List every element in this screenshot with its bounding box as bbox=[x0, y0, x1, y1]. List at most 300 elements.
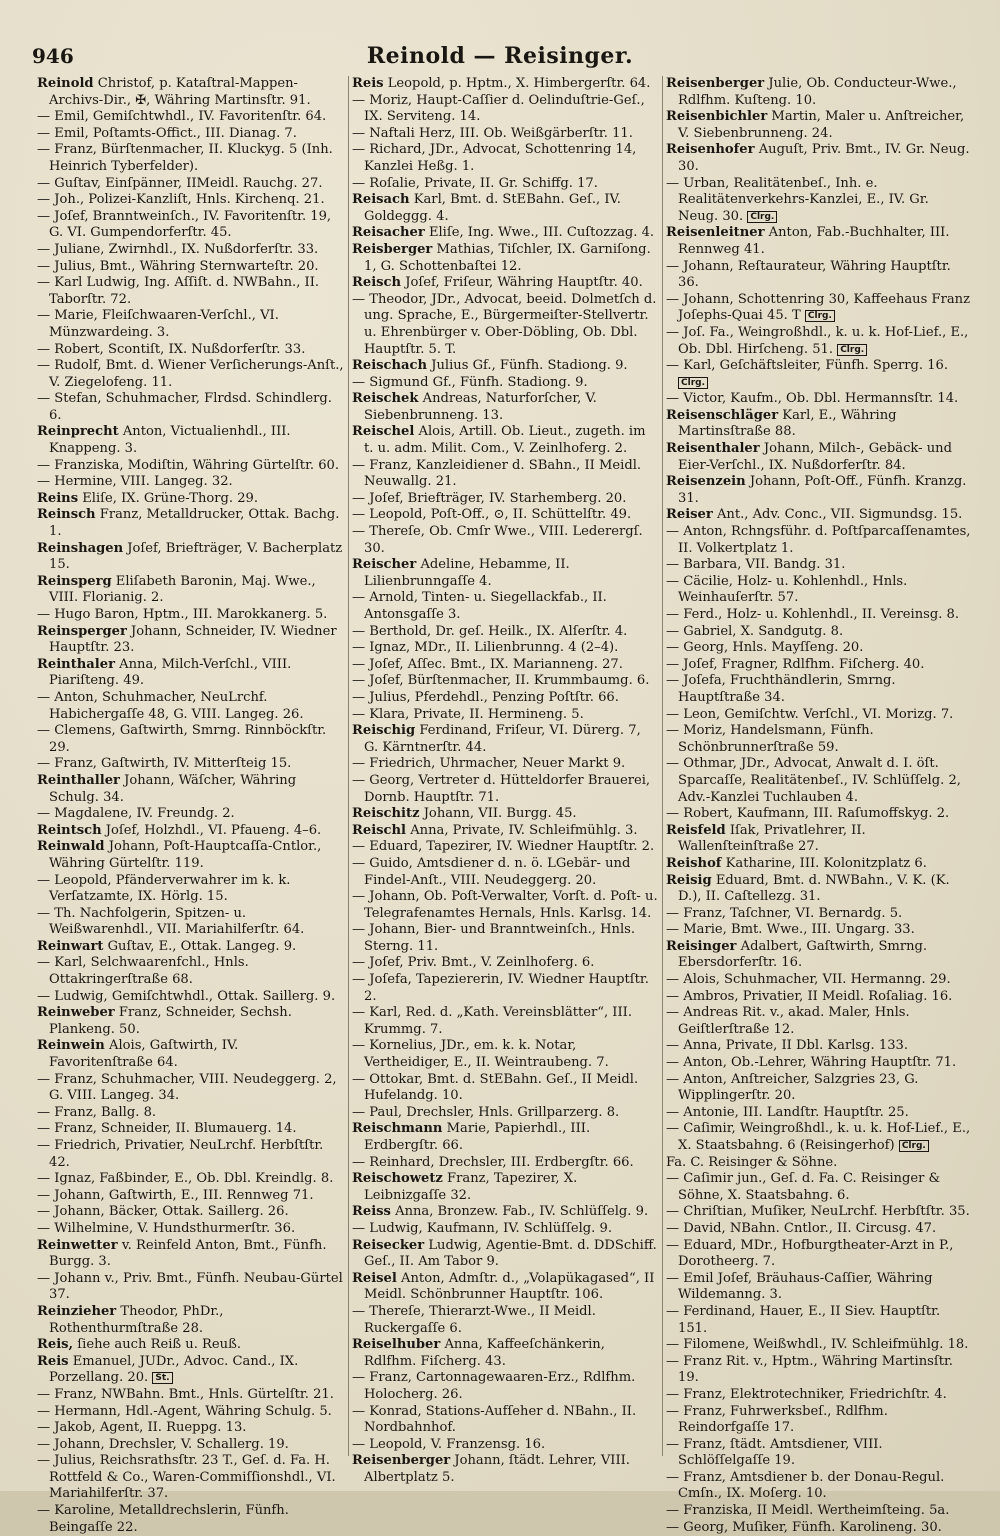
entry-text: — Johann, Ob. Poſt-Verwalter, Vorſt. d. Poſt- u. Telegrafenamtes Hernals, Hnls. Karlsg. 14. bbox=[352, 889, 658, 921]
entry-headword: Reinwart bbox=[37, 938, 104, 954]
directory-entry bbox=[666, 640, 973, 657]
directory-entry bbox=[352, 1404, 659, 1437]
entry-text: — Franz, Kanzleidiener d. SBahn., II Meidl. Neuwallg. 21. bbox=[352, 457, 642, 490]
running-head: Reinold — Reisinger. bbox=[366, 43, 634, 69]
directory-entry bbox=[666, 292, 973, 325]
entry-text: — Reinhard, Drechsler, III. Erdbergſtr. 66. bbox=[352, 1154, 634, 1170]
entry-text: — Emil, Poſtamts-Offict., III. Dianag. 7. bbox=[37, 125, 297, 141]
directory-entry bbox=[37, 823, 345, 840]
directory-entry bbox=[666, 707, 973, 724]
entry-text: Martin, Maler u. Anſtreicher, V. Siebenbrunneng. 24. bbox=[678, 109, 965, 141]
directory-entry bbox=[37, 1221, 345, 1238]
directory-entry bbox=[666, 756, 973, 806]
directory-entry bbox=[666, 1503, 973, 1520]
directory-entry bbox=[37, 690, 345, 723]
entry-text: — Victor, Kaufm., Ob. Dbl. Hermannsſtr. 14. bbox=[666, 391, 959, 407]
directory-entry bbox=[37, 939, 345, 956]
directory-entry bbox=[37, 1204, 345, 1221]
directory-entry bbox=[37, 657, 345, 690]
entry-headword: Reisfeld bbox=[666, 822, 726, 838]
directory-entry bbox=[666, 358, 973, 391]
entry-text: — Rudolf, Bmt. d. Wiener Verſicherungs-Anſt., V. Ziegelofeng. 11. bbox=[37, 358, 344, 390]
directory-entry bbox=[352, 640, 659, 657]
directory-entry bbox=[352, 1370, 659, 1403]
entry-text: — Sigmund Gf., Fünfh. Stadiong. 9. bbox=[352, 374, 588, 390]
directory-entry bbox=[666, 225, 973, 258]
directory-entry bbox=[352, 1337, 659, 1370]
directory-entry bbox=[352, 1453, 659, 1486]
entry-headword: Reinprecht bbox=[37, 424, 119, 440]
directory-entry bbox=[666, 176, 973, 226]
entry-headword: Reins bbox=[37, 490, 79, 506]
directory-entry bbox=[37, 1404, 345, 1421]
entry-text: — Hermine, VIII. Langeg. 32. bbox=[37, 474, 233, 490]
directory-entry bbox=[352, 507, 659, 524]
directory-entry bbox=[37, 474, 345, 491]
entry-headword: Reisenberger bbox=[666, 76, 765, 91]
entry-text: — Karl, Geſchäftsleiter, Fünfh. Sperrg. 16. bbox=[666, 358, 949, 374]
entry-headword: Reischl bbox=[352, 822, 407, 838]
entry-text: Eliſe, Ing. Wwe., III. Cuſtozzag. 4. bbox=[428, 225, 655, 241]
directory-entry bbox=[37, 1354, 345, 1387]
directory-entry bbox=[37, 873, 345, 906]
entry-headword: Reischmann bbox=[352, 1121, 443, 1137]
directory-entry bbox=[666, 972, 973, 989]
entry-text: Karl, E., Währing Martinsſtraße 88. bbox=[678, 407, 897, 440]
directory-entry bbox=[352, 176, 659, 193]
directory-entry bbox=[666, 441, 973, 474]
entry-text: — Jakob, Agent, II. Rueppg. 13. bbox=[37, 1420, 247, 1436]
entry-text: Anton, Admſtr. d., „Volapükagased“, II Meidl. Schönbrunner Hauptſtr. 106. bbox=[364, 1270, 655, 1303]
directory-entry bbox=[352, 673, 659, 690]
entry-headword: Reishof bbox=[666, 855, 722, 871]
entry-headword: Reisecker bbox=[352, 1237, 425, 1253]
directory-entry bbox=[37, 541, 345, 574]
directory-entry bbox=[37, 839, 345, 872]
entry-text: — Guſtav, Einſpänner, IIMeidl. Rauchg. 27. bbox=[37, 175, 323, 191]
directory-entry bbox=[666, 1470, 973, 1503]
directory-entry bbox=[666, 939, 973, 972]
directory-entry bbox=[37, 275, 345, 308]
directory-entry bbox=[352, 225, 659, 242]
directory-entry bbox=[666, 474, 973, 507]
entry-text: — Franziska, Modiſtin, Währing Gürtelſtr. 60. bbox=[37, 457, 340, 473]
entry-headword: Reiselhuber bbox=[352, 1337, 441, 1353]
directory-entry bbox=[666, 624, 973, 641]
entry-text: — Ottokar, Bmt. d. StEBahn. Geſ., II Meidl. Hufelandg. 10. bbox=[352, 1071, 639, 1104]
entry-text: — Julius, Pferdehdl., Penzing Poſtſtr. 66. bbox=[352, 689, 619, 705]
directory-entry bbox=[666, 1038, 973, 1055]
entry-text: — Juliane, Zwirnhdl., IX. Nußdorferſtr. 33. bbox=[37, 241, 319, 257]
entry-text: — Naftali Herz, III. Ob. Weißgärberſtr. 11. bbox=[352, 125, 633, 141]
directory-entry bbox=[352, 391, 659, 424]
directory-entry bbox=[352, 375, 659, 392]
entry-headword: Reischig bbox=[352, 723, 416, 739]
directory-entry bbox=[37, 1138, 345, 1171]
directory-entry bbox=[37, 142, 345, 175]
directory-entry bbox=[352, 856, 659, 889]
directory-entry bbox=[666, 1221, 973, 1238]
entry-text: Alois, Gaſtwirth, IV. Favoritenſtraße 64. bbox=[49, 1038, 239, 1071]
entry-text: — Magdalene, IV. Freundg. 2. bbox=[37, 806, 235, 822]
directory-entry bbox=[666, 557, 973, 574]
directory-entry bbox=[666, 1155, 973, 1172]
entry-text: — Franz, Gaſtwirth, IV. Mitterſteig 15. bbox=[37, 756, 292, 772]
directory-entry bbox=[352, 590, 659, 623]
entry-text: — Johann, Reſtaurateur, Währing Hauptſtr. 36. bbox=[666, 258, 951, 291]
entry-text: — Eduard, Tapezirer, IV. Wiedner Hauptſtr. 2. bbox=[352, 839, 655, 855]
entry-text: Andreas, Naturforſcher, V. Siebenbrunneng. 13. bbox=[364, 391, 597, 423]
entry-headword: Reinsperg bbox=[37, 573, 112, 589]
directory-entry bbox=[37, 574, 345, 607]
directory-entry bbox=[666, 1271, 973, 1304]
entry-text: — Anna, Private, II Dbl. Karlsg. 133. bbox=[666, 1038, 909, 1054]
entry-text: Anna, Milch-Verſchl., VIII. Piariſteng. 49. bbox=[49, 656, 292, 689]
entry-text: — Karoline, Metalldrechslerin, Fünfh. Beingaſſe 22. bbox=[37, 1503, 289, 1535]
entry-text: — Johann, Gaſtwirth, E., III. Rennweg 71. bbox=[37, 1187, 314, 1203]
directory-entry bbox=[37, 1238, 345, 1271]
directory-entry bbox=[37, 209, 345, 242]
entry-text: ſiehe auch Reiß u. Reuß. bbox=[77, 1337, 242, 1353]
directory-entry bbox=[37, 1387, 345, 1404]
directory-entry bbox=[666, 1387, 973, 1404]
entry-text: — Filomene, Weißwhdl., IV. Schleifmühlg. 18. bbox=[666, 1337, 969, 1353]
entry-headword: Reiser bbox=[666, 507, 713, 523]
directory-entry bbox=[37, 607, 345, 624]
entry-text: — Ludwig, Gemiſchtwhdl., Ottak. Saillerg. 9. bbox=[37, 988, 336, 1004]
directory-entry bbox=[37, 358, 345, 391]
entry-headword: Reischek bbox=[352, 391, 419, 407]
directory-entry bbox=[352, 1304, 659, 1337]
entry-text: Julie, Ob. Conducteur-Wwe., Rdlfhm. Kuſteng. 10. bbox=[678, 76, 957, 108]
entry-text: — Franz, Elektrotechniker, Friedrichſtr. 4. bbox=[666, 1386, 947, 1402]
entry-text: — Caſimir, Weingroßhdl., k. u. k. Hof-Lief., E., X. Staatsbahng. 6 (Reisingerhof) bbox=[666, 1121, 971, 1153]
directory-entry bbox=[666, 1304, 973, 1337]
entry-text: Eliſabeth Baronin, Maj. Wwe., VIII. Florianig. 2. bbox=[49, 573, 316, 606]
entry-text: — Joſef, Priv. Bmt., V. Zeinlhoferg. 6. bbox=[352, 955, 595, 971]
entry-headword: Reinzieher bbox=[37, 1303, 117, 1319]
entry-headword: Reischowetz bbox=[352, 1171, 443, 1187]
directory-entry bbox=[37, 1437, 345, 1454]
entry-headword: Reis bbox=[352, 76, 384, 91]
entry-headword: Reinsch bbox=[37, 507, 96, 523]
entry-text: Eduard, Bmt. d. NWBahn., V. K. (K. D.), II. Caſtellezg. 31. bbox=[678, 872, 950, 905]
directory-entry bbox=[352, 707, 659, 724]
entry-text: — Karl, Selchwaarenfchl., Hnls. Ottakringerſtraße 68. bbox=[37, 955, 249, 988]
directory-entry bbox=[37, 507, 345, 540]
column-left bbox=[34, 76, 348, 1535]
entry-text: — Clemens, Gaſtwirth, Smrng. Rinnböckſtr. 29. bbox=[37, 723, 327, 755]
directory-entry bbox=[37, 756, 345, 773]
entry-text: — Franz, Taſchner, VI. Bernardg. 5. bbox=[666, 905, 903, 921]
entry-headword: Reischer bbox=[352, 557, 417, 573]
entry-text: Eliſe, IX. Grüne-Thorg. 29. bbox=[82, 490, 259, 506]
entry-text: — Robert, Kaufmann, III. Raſumoffskyg. 2. bbox=[666, 806, 950, 822]
entry-text: — Franz, Schneider, II. Blumauerg. 14. bbox=[37, 1121, 297, 1137]
entry-headword: Reisberger bbox=[352, 241, 433, 257]
directory-entry bbox=[352, 1105, 659, 1122]
entry-headword: Reisenbichler bbox=[666, 109, 768, 125]
entry-text: Marie, Papierhdl., III. Erdbergſtr. 66. bbox=[364, 1121, 591, 1153]
entry-badge: Clrg. bbox=[805, 310, 835, 322]
directory-entry bbox=[352, 1271, 659, 1304]
directory-entry bbox=[352, 192, 659, 225]
entry-text: — Anton, Schuhmacher, NeuLrchf. Habichergaſſe 48, G. VIII. Langeg. 26. bbox=[37, 689, 304, 722]
entry-text: Emanuel, JUDr., Advoc. Cand., IX. Porzellang. 20. bbox=[49, 1353, 299, 1386]
entry-text: — Konrad, Stations-Aufſeher d. NBahn., II. Nordbahnhof. bbox=[352, 1403, 637, 1436]
entry-text: — Joſef, Bürſtenmacher, II. Krummbaumg. 6. bbox=[352, 673, 650, 689]
entry-headword: Reinold bbox=[37, 76, 94, 91]
directory-entry bbox=[37, 806, 345, 823]
directory-entry bbox=[352, 1005, 659, 1038]
directory-entry bbox=[352, 275, 659, 292]
entry-text: Ferdinand, Friſeur, VI. Dürerg. 7, G. Kärntnerſtr. 44. bbox=[364, 723, 641, 755]
directory-entry bbox=[37, 342, 345, 359]
directory-entry bbox=[37, 76, 345, 109]
directory-entry bbox=[666, 873, 973, 906]
directory-entry bbox=[666, 259, 973, 292]
directory-entry bbox=[37, 1038, 345, 1071]
directory-entry bbox=[37, 1005, 345, 1038]
directory-entry bbox=[352, 839, 659, 856]
directory-entry bbox=[352, 1171, 659, 1204]
entry-text: — Johann, Bier- und Branntweinſch., Hnls. Sterng. 11. bbox=[352, 922, 636, 954]
entry-text: Anton, Fab.-Buchhalter, III. Rennweg 41. bbox=[678, 225, 950, 257]
directory-entry bbox=[666, 823, 973, 856]
entry-text: Adeline, Hebamme, II. Lilienbrunngaſſe 4. bbox=[364, 557, 570, 589]
directory-entry bbox=[352, 723, 659, 756]
entry-text: — Johann, Bäcker, Ottak. Saillerg. 26. bbox=[37, 1204, 289, 1220]
directory-entry bbox=[37, 989, 345, 1006]
entry-text: — Johann, Schottenring 30, Kaffeehaus Franz Joſephs-Quai 45. T bbox=[666, 291, 970, 324]
entry-text: Anton, Victualienhdl., III. Knappeng. 3. bbox=[49, 424, 291, 457]
entry-text: Auguſt, Priv. Bmt., IV. Gr. Neug. 30. bbox=[678, 142, 970, 174]
entry-text: — Joſefa, Tapeziererin, IV. Wiedner Hauptſtr. 2. bbox=[352, 972, 649, 1004]
directory-entry bbox=[37, 176, 345, 193]
entry-headword: Reisach bbox=[352, 192, 410, 208]
entry-text: — Eduard, MDr., Hofburgtheater-Arzt in P., Dorotheerg. 7. bbox=[666, 1237, 954, 1270]
directory-entry bbox=[352, 972, 659, 1005]
entry-text: — Leopold, Poſt-Off., ⊙, II. Schüttelſtr. 49. bbox=[352, 507, 632, 523]
entry-headword: Reisenschläger bbox=[666, 407, 779, 423]
directory-entry bbox=[37, 391, 345, 424]
entry-text: — Emil, Gemiſchtwhdl., IV. Favoritenſtr. 64. bbox=[37, 109, 327, 125]
entry-text: Anna, Bronzew. Fab., IV. Schlüſſelg. 9. bbox=[395, 1204, 649, 1220]
entry-text: — Urban, Realitätenbeſ., Inh. e. Realitätenverkehrs-Kanzlei, E., IV. Gr. Neug. 30. bbox=[666, 175, 929, 224]
entry-text: — Georg, Vertreter d. Hütteldorfer Brauerei, Dornb. Hauptſtr. 71. bbox=[352, 772, 651, 805]
directory-entry bbox=[666, 1055, 973, 1072]
entry-text: Leopold, p. Hptm., X. Himbergerſtr. 64. bbox=[387, 76, 651, 91]
entry-headword: Reinwald bbox=[37, 839, 105, 855]
entry-headword: Reisel bbox=[352, 1270, 397, 1286]
directory-entry bbox=[352, 1437, 659, 1454]
entry-text: — Moriz, Handelsmann, Fünfh. Schönbrunnerſtraße 59. bbox=[666, 723, 874, 755]
entry-text: Adalbert, Gaſtwirth, Smrng. Ebersdorferſtr. 16. bbox=[678, 938, 928, 971]
entry-text: Joſef, Holzhdl., VI. Pfaueng. 4–6. bbox=[105, 822, 322, 838]
directory-entry bbox=[352, 955, 659, 972]
directory-entry bbox=[352, 690, 659, 707]
entry-text: — Franz, Fuhrwerksbeſ., Rdlfhm. Reindorfgaſſe 17. bbox=[666, 1403, 888, 1436]
directory-entry bbox=[666, 1072, 973, 1105]
directory-entry bbox=[666, 1354, 973, 1387]
entry-headword: Reinthaller bbox=[37, 772, 120, 788]
entry-text: — Othmar, JDr., Advocat, Anwalt d. I. öſt. Sparcaſſe, Realitätenbeſ., IV. Schlüſſelg. 2, Adv.-Kanzlei Tuchlauben 4. bbox=[666, 756, 961, 805]
directory-entry bbox=[352, 889, 659, 922]
directory-entry bbox=[352, 756, 659, 773]
directory-entry bbox=[666, 1404, 973, 1437]
directory-entry bbox=[666, 1171, 973, 1204]
directory-entry bbox=[352, 1204, 659, 1221]
entry-text: — Moriz, Haupt-Caſſier d. Oelinduſtrie-Geſ., IX. Serviteng. 14. bbox=[352, 92, 645, 125]
entry-text: Karl, Bmt. d. StEBahn. Geſ., IV. Goldeggg. 4. bbox=[364, 192, 621, 224]
directory-entry bbox=[37, 1105, 345, 1122]
entry-text: Guſtav, E., Ottak. Langeg. 9. bbox=[107, 938, 297, 954]
entry-headword: Reinwetter bbox=[37, 1237, 118, 1253]
entry-text: — Antonie, III. Landſtr. Hauptſtr. 25. bbox=[666, 1104, 909, 1120]
directory-entry bbox=[37, 242, 345, 259]
entry-text: — Ferd., Holz- u. Kohlenhdl., II. Vereinsg. 8. bbox=[666, 607, 960, 622]
entry-text: — Joh., Polizei-Kanzliſt, Hnls. Kirchenq. 21. bbox=[37, 192, 325, 208]
directory-entry bbox=[352, 491, 659, 508]
entry-text: — Barbara, VII. Bandg. 31. bbox=[666, 557, 846, 573]
entry-text: Franz, Tapezirer, X. Leibnizgaſſe 32. bbox=[364, 1171, 578, 1203]
entry-text: — Julius, Reichsrathsſtr. 23 T., Geſ. d. Fa. H. Rottfeld & Co., Waren-Commiſſionshdl., VI. Mariahilferſtr. 37. bbox=[37, 1453, 336, 1502]
entry-headword: Reinwein bbox=[37, 1038, 105, 1054]
directory-entry bbox=[666, 989, 973, 1006]
entry-text: — Leopold, Pfänderverwahrer im k. k. Verſatzamte, IX. Hörlg. 15. bbox=[37, 872, 291, 905]
entry-headword: Reisch bbox=[352, 275, 402, 291]
entry-text: — Franziska, II Meidl. Wertheimſteing. 5a. bbox=[666, 1503, 950, 1519]
directory-entry bbox=[352, 126, 659, 143]
entry-text: — Roſalie, Private, II. Gr. Schiffg. 17. bbox=[352, 175, 598, 191]
directory-entry bbox=[37, 308, 345, 341]
directory-entry bbox=[666, 1520, 973, 1536]
entry-text: — Franz, Ballg. 8. bbox=[37, 1104, 157, 1120]
entry-text: — Ambros, Privatier, II Meidl. Roſaliag. 16. bbox=[666, 988, 953, 1004]
entry-headword: Reisacher bbox=[352, 225, 425, 241]
entry-text: Johann, Poſt-Hauptcaſſa-Cntlor., Währing Gürtelſtr. 119. bbox=[49, 839, 322, 871]
directory-entry bbox=[352, 557, 659, 590]
entry-text: Anna, Kaffeeſchänkerin, Rdlfhm. Fiſcherg. 43. bbox=[364, 1337, 605, 1369]
directory-entry bbox=[37, 491, 345, 508]
directory-entry bbox=[352, 1072, 659, 1105]
directory-entry bbox=[666, 856, 973, 873]
entry-text: — Joſef, Aſſec. Bmt., IX. Marianneng. 27. bbox=[352, 656, 623, 672]
entry-text: — Ignaz, Faßbinder, E., Ob. Dbl. Kreindlg. 8. bbox=[37, 1171, 334, 1187]
directory-entry bbox=[37, 773, 345, 806]
entry-text: — Karl Ludwig, Ing. Aſſiſt. d. NWBahn., II. Taborſtr. 72. bbox=[37, 275, 320, 307]
directory-entry bbox=[666, 607, 973, 624]
directory-entry bbox=[37, 624, 345, 657]
directory-entry bbox=[666, 922, 973, 939]
entry-text: — Theodor, JDr., Advocat, beeid. Dolmetſch d. ung. Sprache, E., Bürgermeiſter-Stellvertr. u. Ehrenbürger v. Ober-Döbling, Ob. Dbl. Hauptſtr. 5. T. bbox=[352, 291, 657, 357]
entry-badge: Clrg. bbox=[899, 1140, 929, 1152]
directory-entry bbox=[352, 1221, 659, 1238]
directory-entry bbox=[37, 1171, 345, 1188]
directory-entry bbox=[37, 259, 345, 276]
entry-text: — Andreas Rit. v., akad. Maler, Hnls. Geiſtlerſtraße 12. bbox=[666, 1005, 910, 1037]
directory-entry bbox=[352, 424, 659, 457]
entry-text: — Caſimir jun., Geſ. d. Fa. C. Reisinger & Söhne, X. Staatsbahng. 6. bbox=[666, 1171, 941, 1203]
directory-entry bbox=[352, 524, 659, 557]
directory-entry bbox=[37, 424, 345, 457]
entry-text: Johann, VII. Burgg. 45. bbox=[423, 806, 577, 822]
entry-headword: Reisenthaler bbox=[666, 441, 760, 457]
directory-entry bbox=[666, 673, 973, 706]
entry-text: — Joſ. Fa., Weingroßhdl., k. u. k. Hof-Lief., E., Ob. Dbl. Hirſcheng. 51. bbox=[666, 324, 969, 357]
directory-entry bbox=[352, 657, 659, 674]
entry-text: — Ferdinand, Hauer, E., II Siev. Hauptſtr. 151. bbox=[666, 1303, 941, 1336]
entry-text: — Robert, Scontiſt, IX. Nußdorferſtr. 33. bbox=[37, 341, 306, 357]
directory-entry bbox=[352, 458, 659, 491]
directory-entry bbox=[666, 574, 973, 607]
entry-text: — Friedrich, Uhrmacher, Neuer Markt 9. bbox=[352, 756, 626, 772]
entry-text: — Franz, ſtädt. Amtsdiener, VIII. Schlöſſelgaſſe 19. bbox=[666, 1436, 883, 1469]
entry-headword: Reisenzein bbox=[666, 474, 746, 490]
entry-headword: Reischel bbox=[352, 424, 415, 440]
entry-text: Johann, Wäſcher, Währing Schulg. 34. bbox=[49, 772, 297, 805]
directory-entry bbox=[37, 1304, 345, 1337]
entry-text: — Franz, Schuhmacher, VIII. Neudeggerg. 2, G. VIII. Langeg. 34. bbox=[37, 1071, 337, 1104]
directory-entry bbox=[666, 109, 973, 142]
entry-text: — Franz Rit. v., Hptm., Währing Martinsſtr. 19. bbox=[666, 1353, 953, 1386]
entry-text: — Julius, Bmt., Währing Sternwarteſtr. 20. bbox=[37, 258, 319, 274]
column-middle bbox=[348, 76, 662, 1485]
entry-text: — Johann, Drechsler, V. Schallerg. 19. bbox=[37, 1436, 289, 1452]
entry-text: Ant., Adv. Conc., VII. Sigmundsg. 15. bbox=[716, 507, 963, 523]
directory-entry bbox=[352, 823, 659, 840]
directory-entry bbox=[666, 657, 973, 674]
column-right bbox=[662, 76, 976, 1535]
entry-text: — Stefan, Schuhmacher, Flrdsd. Schindlerg. 6. bbox=[37, 391, 332, 423]
entry-text: Joſef, Friſeur, Währing Hauptſtr. 40. bbox=[405, 275, 643, 291]
entry-badge: Clrg. bbox=[678, 377, 708, 389]
entry-text: — Kornelius, JDr., em. k. k. Notar, Vertheidiger, E., II. Weintraubeng. 7. bbox=[352, 1038, 609, 1071]
entry-text: — Alois, Schuhmacher, VII. Hermanng. 29. bbox=[666, 972, 951, 988]
entry-text: — Thereſe, Ob. Cmſr Wwe., VIII. Lederergſ. 30. bbox=[352, 524, 643, 556]
entry-badge: Clrg. bbox=[747, 211, 777, 223]
entry-text: — Richard, JDr., Advocat, Schottenring 14, Kanzlei Heßg. 1. bbox=[352, 142, 637, 174]
entry-text: — Marie, Bmt. Wwe., III. Ungarg. 33. bbox=[666, 922, 915, 938]
directory-entry bbox=[666, 806, 973, 823]
entry-text: — Anton, Ob.-Lehrer, Währing Hauptſtr. 71. bbox=[666, 1055, 957, 1071]
directory-entry bbox=[352, 806, 659, 823]
entry-text: Christof, p. Kataſtral-Mappen-Archivs-Dir., ✠, Währing Martinsſtr. 91. bbox=[49, 76, 311, 108]
directory-entry bbox=[352, 773, 659, 806]
entry-text: Franz, Metalldrucker, Ottak. Bachg. 1. bbox=[49, 507, 340, 540]
directory-entry bbox=[352, 142, 659, 175]
entry-headword: Reisenberger bbox=[352, 1453, 451, 1469]
entry-text: — Thereſe, Thierarzt-Wwe., II Meidl. Ruckergaſſe 6. bbox=[352, 1303, 596, 1336]
entry-text: Anna, Private, IV. Schleifmühlg. 3. bbox=[410, 822, 638, 838]
page-header bbox=[30, 40, 970, 74]
entry-headword: Reinshagen bbox=[37, 540, 124, 556]
entry-headword: Reinthaler bbox=[37, 656, 115, 672]
entry-text: Johann, Schneider, IV. Wiedner Hauptſtr. 23. bbox=[49, 623, 337, 656]
directory-entry bbox=[352, 93, 659, 126]
directory-entry bbox=[666, 325, 973, 358]
entry-headword: Reinweber bbox=[37, 1005, 115, 1021]
entry-text: — Berthold, Dr. geſ. Heilk., IX. Alſerſtr. 4. bbox=[352, 623, 628, 639]
entry-text: v. Reinfeld Anton, Bmt., Fünfh. Burgg. 3. bbox=[49, 1237, 327, 1270]
entry-headword: Reisenhofer bbox=[666, 142, 755, 158]
directory-entry bbox=[352, 76, 659, 93]
directory-entry bbox=[37, 1121, 345, 1138]
entry-headword: Reisig bbox=[666, 872, 712, 888]
entry-headword: Reinsperger bbox=[37, 623, 127, 639]
entry-text: — Paul, Drechsler, Hnls. Grillparzerg. 8. bbox=[352, 1104, 620, 1120]
entry-text: Johann, Milch-, Gebäck- und Eier-Verſchl., IX. Nußdorferſtr. 84. bbox=[678, 441, 952, 473]
